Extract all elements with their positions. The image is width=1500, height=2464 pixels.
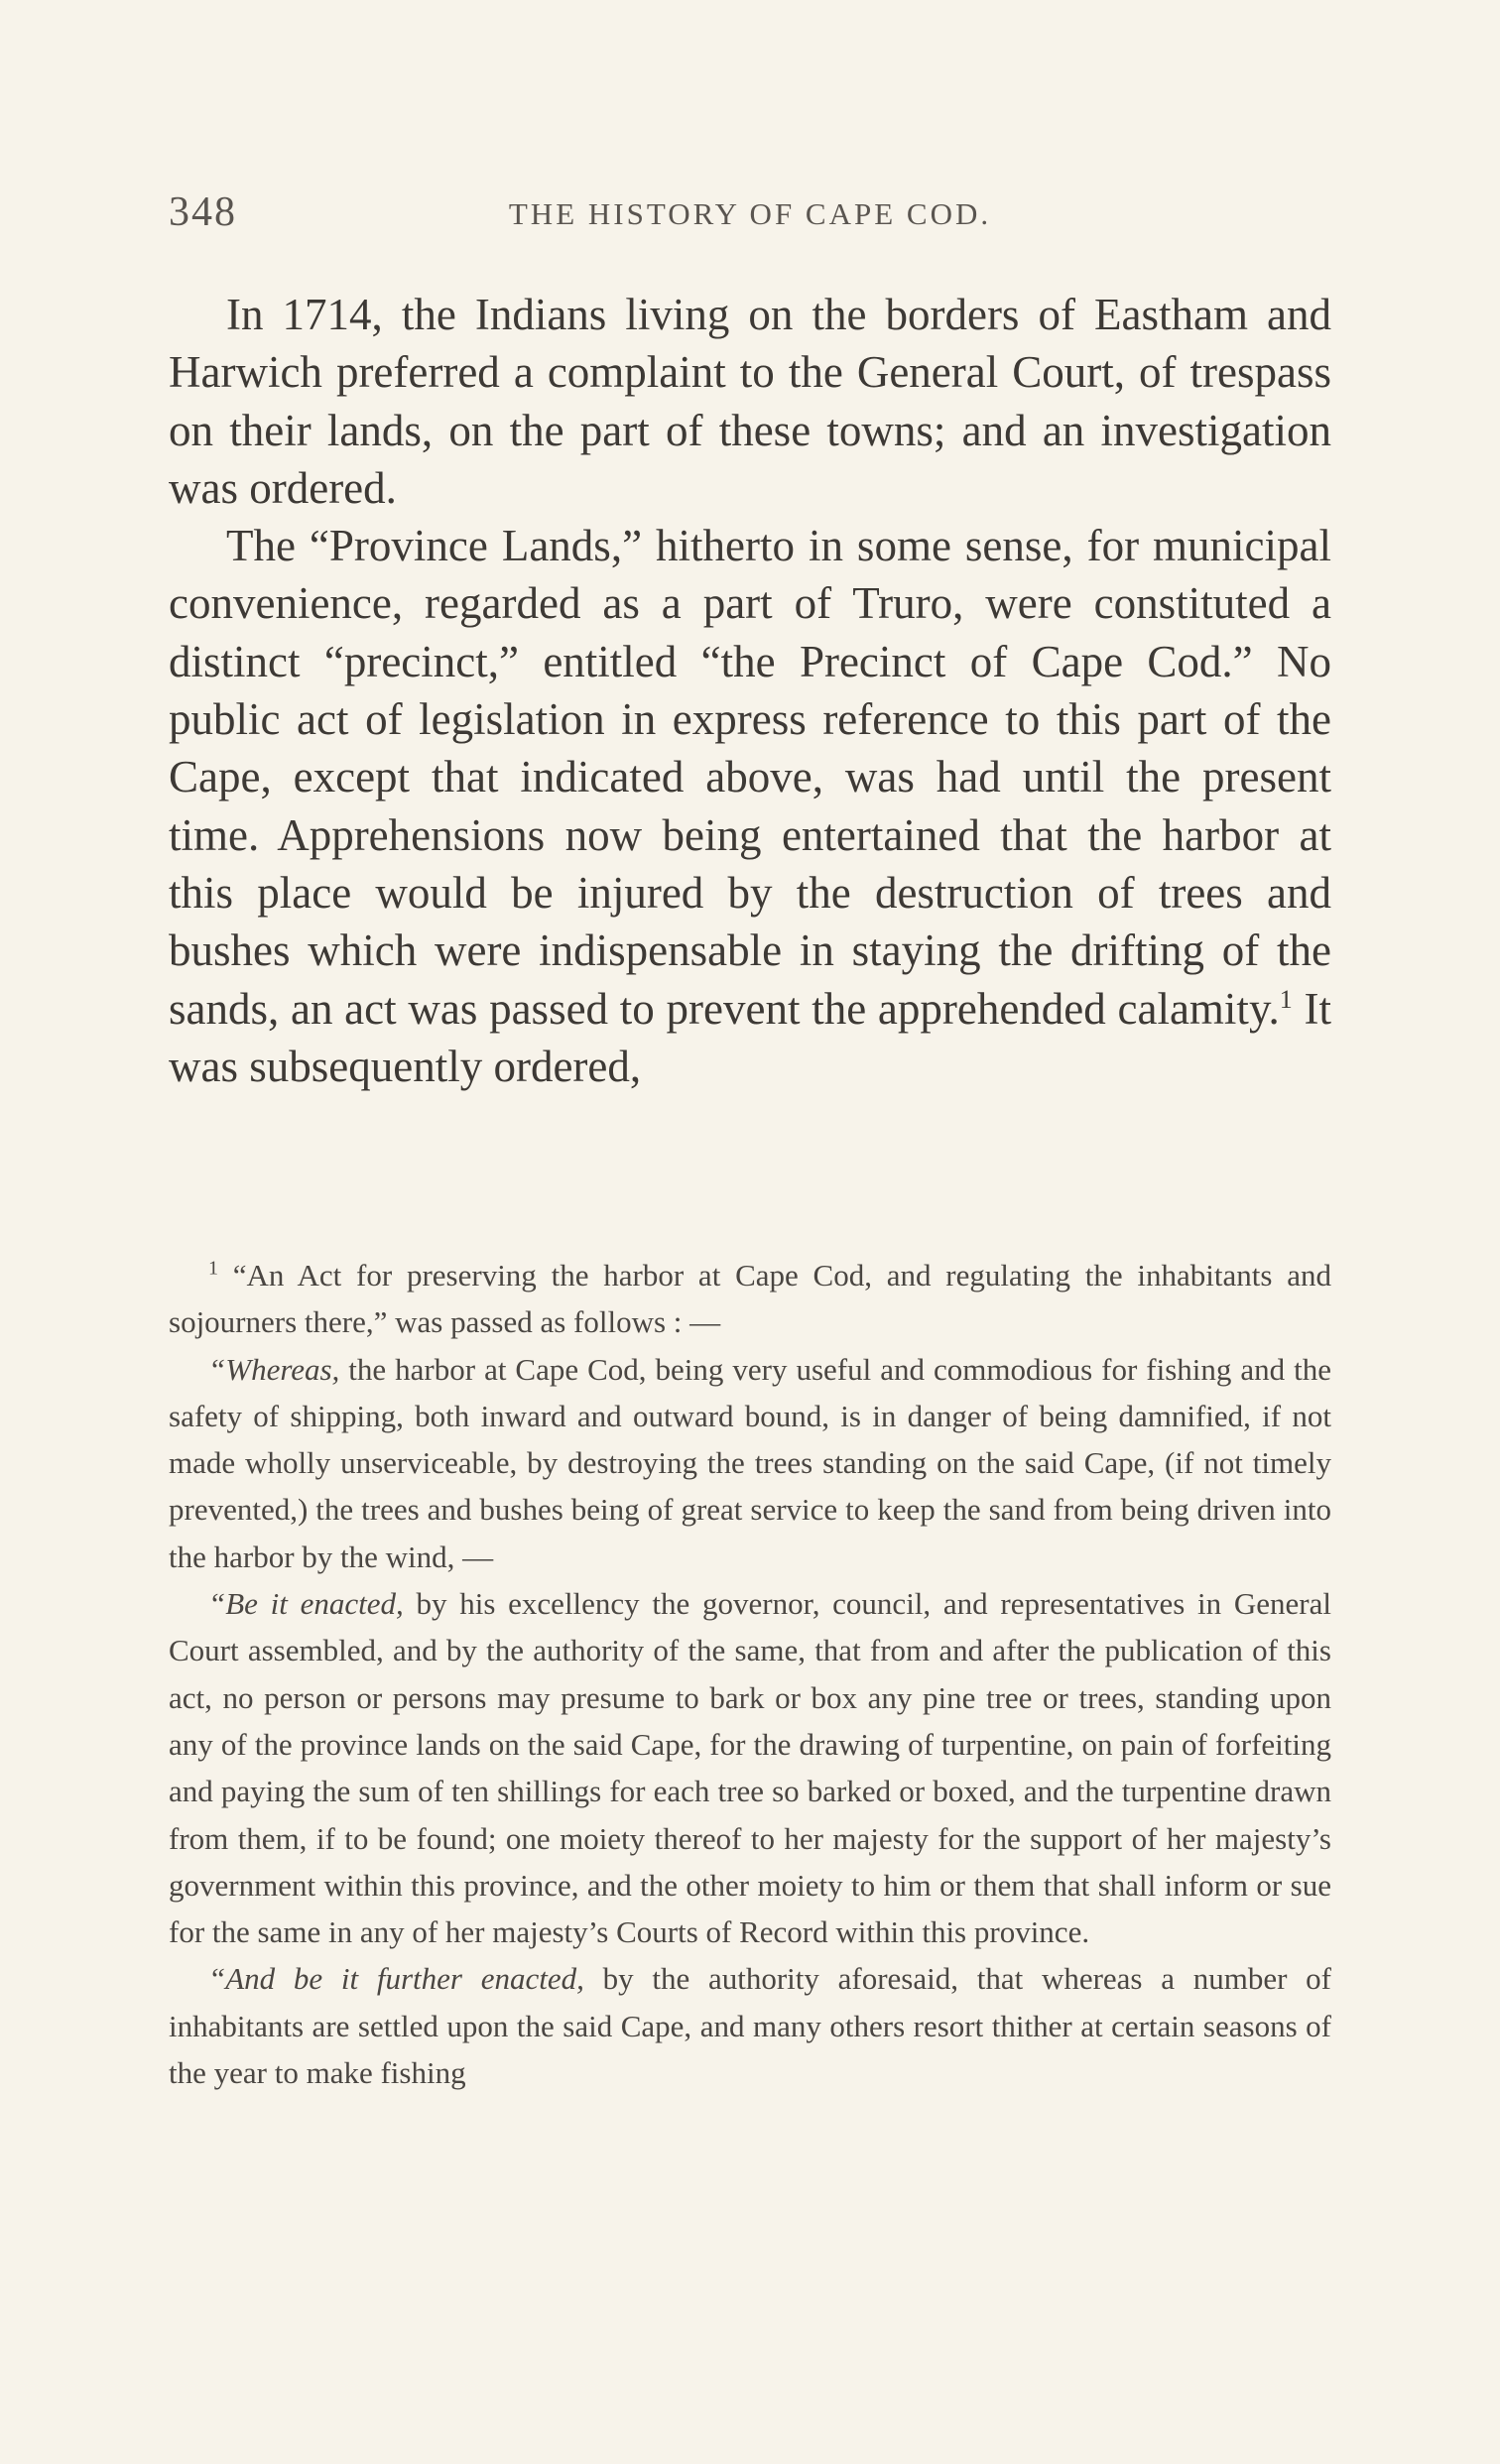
footnote-paragraph	[169, 1955, 1331, 2096]
paragraph	[169, 517, 1331, 1095]
page-header	[169, 188, 1331, 238]
footnote-text: the harbor at Cape Cod, being very useful and commodious for fishing and the safety of shipping, both inward and outward bound, is in danger of being damnified, if not made wholly unserviceable, by destroying the trees standing on the said Cape, (if not timely prevented,) the trees and bushes being of great service to keep the sand from being driven into the harbor by the wind, —	[169, 1351, 1331, 1574]
paragraph-text: In 1714, the Indians living on the borders of Eastham and Harwich preferred a complaint to the General Court, of trespass on their lands, on the part of these towns; and an investigation was ordered.	[169, 290, 1331, 513]
italic-lead: “And be it further enacted,	[208, 1961, 584, 1997]
footnote-number: 1	[208, 1257, 218, 1280]
paragraph-text: The “Province Lands,” hitherto in some sense, for municipal convenience, regarded as a part of Truro, were constituted a distinct “precinct,” entitled “the Precinct of Cape Cod.” No public act of legislation in express reference to this part of the Cape, except that indicated above, was had until the present time. Apprehensions now being entertained that the harbor at this place would be injured by the destruction of trees and bushes which were indispensable in staying the drifting of the sands, an act was passed to prevent the apprehended calamity.	[169, 521, 1331, 1034]
italic-lead: “Whereas,	[208, 1351, 340, 1387]
footnote-text: by the authority aforesaid, that whereas a number of inhabitants are settled upon the said Cape, and many others resort thither at certain seasons of the year to make fishing	[169, 1961, 1331, 2091]
footnotes	[169, 1252, 1331, 2096]
page-number: 348	[169, 189, 237, 235]
italic-lead: “Be it enacted,	[208, 1586, 404, 1622]
footnote-text: “An Act for preserving the harbor at Cape Cod, and regulating the inhabitants and sojourners there,” was passed as follows : —	[169, 1258, 1331, 1340]
footnote-paragraph	[169, 1580, 1331, 1955]
paragraph-text: It was subsequently ordered,	[169, 983, 1331, 1091]
running-title: THE HISTORY OF CAPE COD.	[508, 196, 992, 231]
footnote-paragraph	[169, 1346, 1331, 1580]
footnote-reference: 1	[1279, 984, 1293, 1014]
main-text	[169, 286, 1331, 1095]
footnote	[169, 1252, 1331, 1346]
footnote-text: by his excellency the governor, council, and representatives in General Court assembled, and by the authority of the same, that from and after the publication of this act, no person or persons may presume to bark or box any pine tree or trees, standing upon any of the province lands on the said Cape, for the drawing of turpentine, on pain of forfeiting and paying the sum of ten shillings for each tree so barked or boxed, and the turpentine drawn from them, if to be found; one moiety thereof to her majesty for the support of her majesty’s government within this province, and the other moiety to him or them that shall inform or sue for the same in any of her majesty’s Courts of Record within this province.	[169, 1586, 1331, 1950]
paragraph	[169, 286, 1331, 517]
